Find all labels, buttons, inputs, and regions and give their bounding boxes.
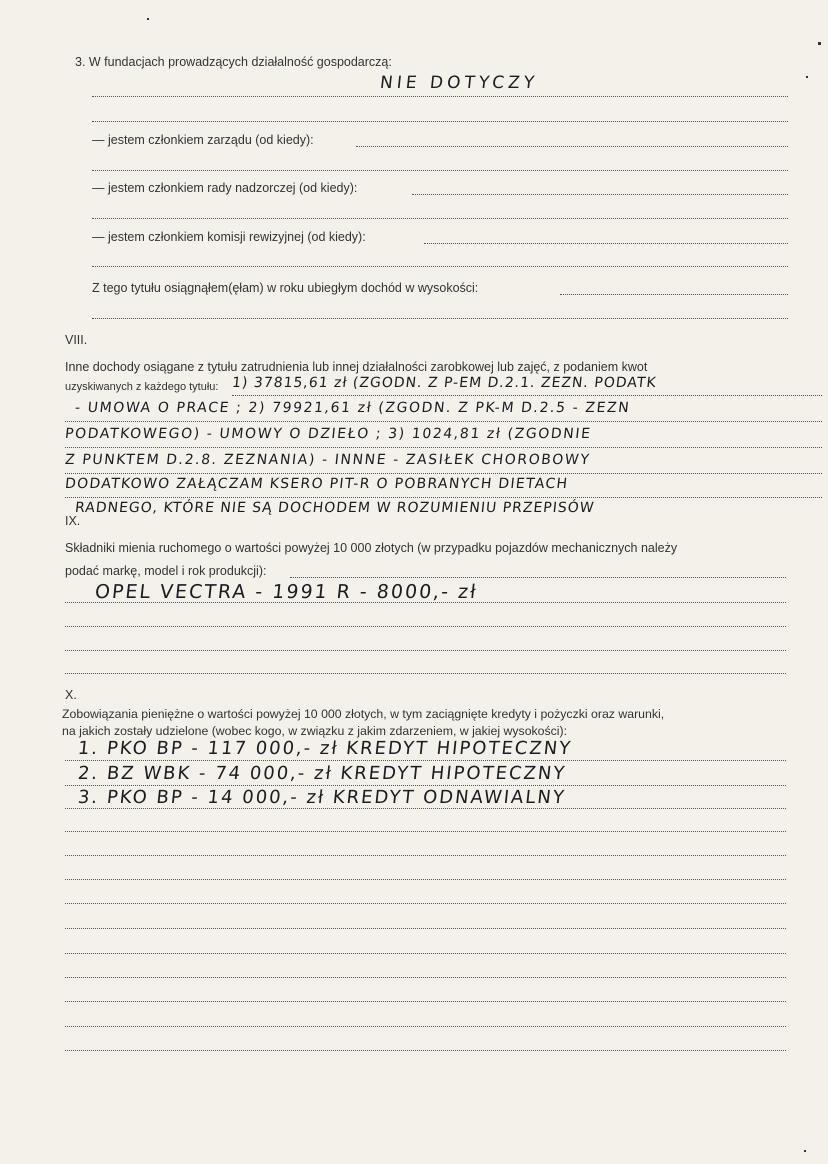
section-ix-handwritten: OPEL VECTRA - 1991 R - 8000,- zł: [93, 581, 479, 603]
section-x-handwritten-line: 3. PKO BP - 14 000,- zł KREDYT ODNAWIALNY: [76, 787, 567, 808]
answer-line: [65, 785, 786, 786]
section-x-handwritten-line: 2. BZ WBK - 74 000,- zł KREDYT HIPOTECZNY: [76, 763, 568, 784]
answer-line: [65, 650, 786, 651]
section-viii-handwritten-line: 1) 37815,61 zł (ZGODN. Z P-EM D.2.1. ZEZN. PODATK: [231, 375, 658, 391]
section-viii-handwritten-line: Z PUNKTEM D.2.8. ZEZNANIA) - INNNE - ZASIŁEK CHOROBOWY: [64, 452, 592, 468]
board-member-label: — jestem członkiem zarządu (od kiedy):: [92, 133, 314, 147]
answer-line: [65, 1001, 786, 1002]
answer-line: [232, 395, 822, 396]
answer-line: [65, 473, 822, 474]
answer-line: [65, 497, 822, 498]
scan-speck: [147, 18, 149, 20]
answer-line: [65, 977, 786, 978]
section-viii-intro-line1: Inne dochody osiągane z tytułu zatrudnienia lub innej działalności zarobkowej lub zajęć, z podaniem kwot: [65, 360, 648, 374]
section-viii-handwritten-line: - UMOWA O PRACE ; 2) 79921,61 zł (ZGODN. Z PK-M D.2.5 - ZEZN: [74, 400, 632, 416]
answer-line: [65, 673, 786, 674]
section-ix-line2: podać markę, model i rok produkcji):: [65, 564, 267, 578]
answer-line: [290, 577, 786, 578]
answer-line: [65, 760, 786, 761]
scan-speck: [818, 42, 821, 45]
answer-line: [65, 953, 786, 954]
answer-line: [356, 146, 788, 147]
scan-speck: [804, 1150, 806, 1152]
answer-line: [65, 855, 786, 856]
answer-line: [65, 626, 786, 627]
section-x-handwritten-line: 1. PKO BP - 117 000,- zł KREDYT HIPOTECZNY: [76, 738, 574, 759]
section-viii-heading: VIII.: [65, 333, 88, 347]
section-x-line1: Zobowiązania pieniężne o wartości powyżej 10 000 złotych, w tym zaciągnięte kredyty i pożyczki oraz warunki,: [62, 707, 665, 721]
section-viii-handwritten-line: PODATKOWEGO) - UMOWY O DZIEŁO ; 3) 1024,81 zł (ZGODNIE: [64, 426, 593, 442]
answer-line: [92, 318, 788, 319]
answer-line: [65, 879, 786, 880]
answer-line: [65, 421, 822, 422]
answer-line: [65, 903, 786, 904]
answer-line: [65, 602, 786, 603]
item3-label: 3. W fundacjach prowadzących działalność gospodarczą:: [75, 55, 392, 69]
answer-line: [92, 121, 788, 122]
answer-line: [92, 96, 788, 97]
answer-line: [424, 243, 788, 244]
section-viii-handwritten-line: RADNEGO, KTÓRE NIE SĄ DOCHODEM W ROZUMIENIU PRZEPISÓW: [74, 500, 596, 516]
supervisory-board-label: — jestem członkiem rady nadzorczej (od kiedy):: [92, 181, 358, 195]
income-label: Z tego tytułu osiągnąłem(ęłam) w roku ubiegłym dochód w wysokości:: [92, 281, 479, 295]
section-ix-line1: Składniki mienia ruchomego o wartości powyżej 10 000 złotych (w przypadku pojazdów mechanicznych należy: [65, 541, 678, 555]
section-ix-heading: IX.: [65, 514, 81, 528]
section-x-heading: X.: [65, 688, 77, 702]
answer-line: [65, 928, 786, 929]
answer-line: [412, 194, 788, 195]
answer-line: [65, 831, 786, 832]
audit-committee-label: — jestem członkiem komisji rewizyjnej (od kiedy):: [92, 230, 366, 244]
section-viii-handwritten-line: DODATKOWO ZAŁĄCZAM KSERO PIT-R O POBRANYCH DIETACH: [64, 476, 570, 492]
section-x-line2: na jakich zostały udzielone (wobec kogo, w związku z jakim zdarzeniem, w jakiej wysokości):: [62, 724, 568, 738]
answer-line: [92, 170, 788, 171]
answer-line: [65, 1050, 786, 1051]
answer-line: [560, 294, 788, 295]
answer-line: [65, 447, 822, 448]
item3-handwritten-answer: NIE DOTYCZY: [378, 73, 540, 93]
section-viii-intro-line2: uzyskiwanych z każdego tytułu:: [65, 381, 219, 393]
answer-line: [65, 1026, 786, 1027]
scan-speck: [806, 76, 808, 78]
answer-line: [65, 808, 786, 809]
answer-line: [92, 266, 788, 267]
answer-line: [92, 218, 788, 219]
